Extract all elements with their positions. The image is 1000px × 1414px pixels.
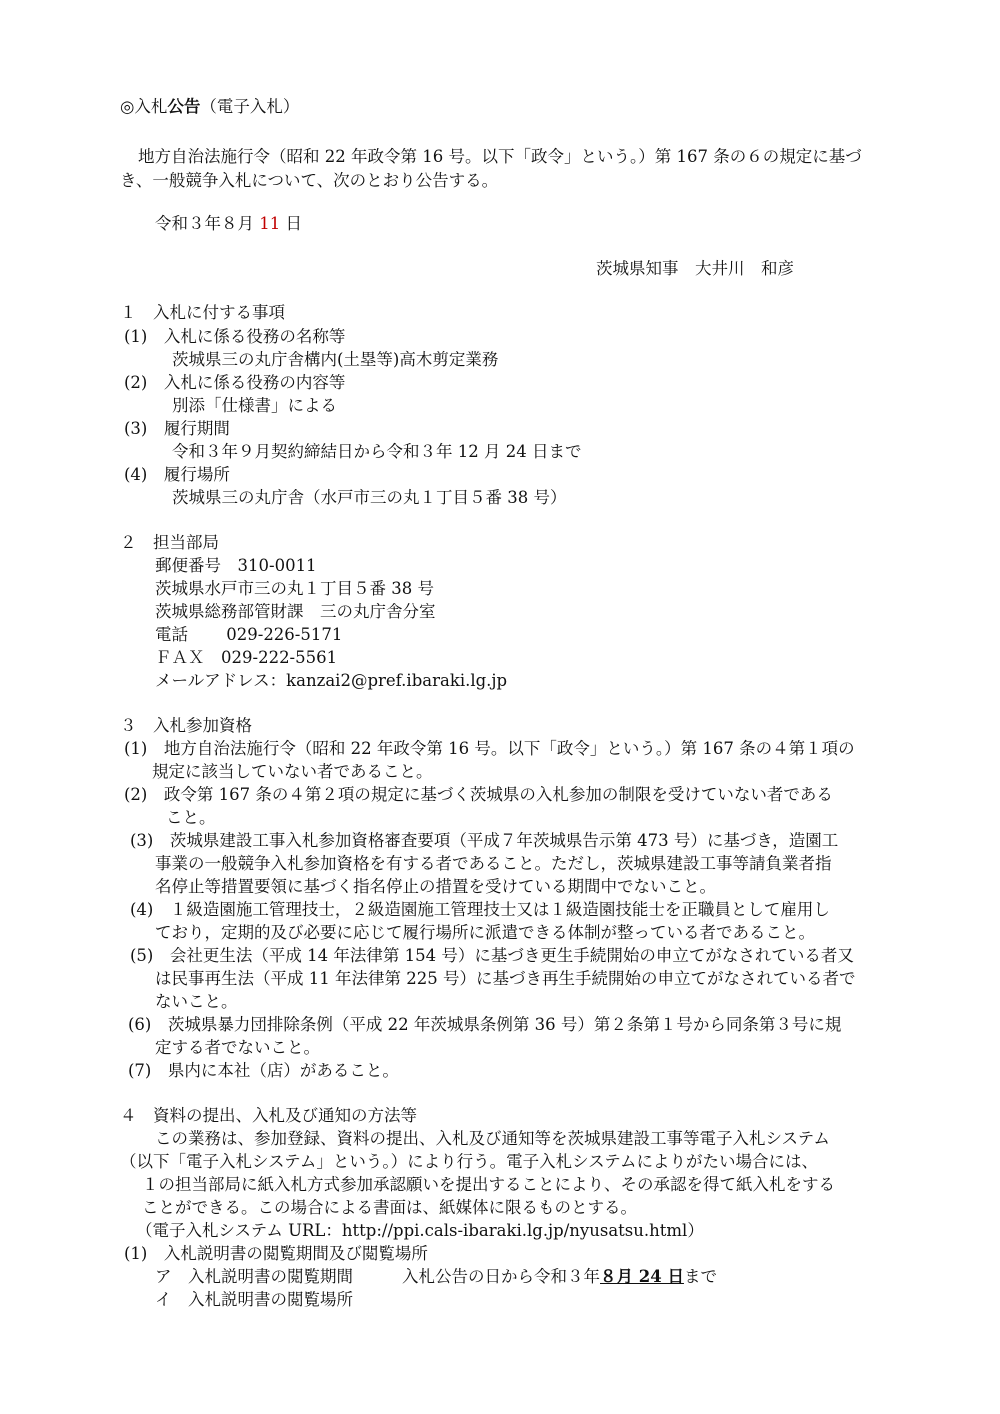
qualification-line: ないこと。: [155, 992, 238, 1011]
qualification-line: ており，定期的及び必要に応じて履行場所に派遣できる体制が整っている者であること。: [155, 923, 815, 942]
contact-line: メールアドレス：kanzai2@pref.ibaraki.lg.jp: [155, 671, 508, 690]
qualification-line: (1) 地方自治法施行令（昭和 22 年政令第 16 号。以下「政令」という。）第 167 条の４第１項の: [124, 739, 855, 758]
qualification-line: 名停止等措置要領に基づく指名停止の措置を受けている期間中でないこと。: [155, 877, 716, 896]
viewing-place-label: イ 入札説明書の閲覧場所: [155, 1290, 353, 1309]
qualification-line: (7) 県内に本社（店）があること。: [128, 1061, 399, 1080]
intro-line: 地方自治法施行令（昭和 22 年政令第 16 号。以下「政令」という。）第 167 条の６の規定に基づ: [138, 147, 862, 166]
date-day: 11: [259, 214, 281, 233]
qualification-line: 事業の一般競争入札参加資格を有する者であること。ただし，茨城県建設工事等請負業者指: [155, 854, 832, 873]
section-heading: ４ 資料の提出、入札及び通知の方法等: [120, 1106, 417, 1125]
item-label: (4) 履行場所: [124, 465, 230, 484]
method-line: この業務は、参加登録、資料の提出、入札及び通知等を茨城県建設工事等電子入札システム: [155, 1129, 830, 1148]
contact-line: 郵便番号 310-0011: [155, 556, 317, 575]
intro-line: き、一般競争入札について、次のとおり公告する。: [120, 171, 499, 190]
contact-line: 電話 029-226-5171: [155, 625, 343, 644]
section-heading: ３ 入札参加資格: [120, 716, 252, 735]
contact-line: 茨城県総務部管財課 三の丸庁舎分室: [155, 602, 436, 621]
notice-date: 令和３年８月 11 日: [155, 214, 302, 233]
notice-title: ◎入札公告（電子入札）: [120, 97, 300, 116]
contact-line: ＦＡＸ 029-222-5561: [155, 648, 338, 667]
qualification-line: (6) 茨城県暴力団排除条例（平成 22 年茨城県条例第 36 号）第２条第１号から同条第３号に規: [128, 1015, 842, 1034]
signer: 茨城県知事 大井川 和彦: [596, 259, 794, 278]
system-url: （電子入札システム URL：http://ppi.cals-ibaraki.lg.jp/nyusatsu.html）: [136, 1221, 704, 1240]
viewing-period-value: 入札公告の日から令和３年８月 24 日まで: [402, 1267, 717, 1286]
item-label: (1) 入札に係る役務の名称等: [124, 327, 346, 346]
qualification-line: (5) 会社更生法（平成 14 年法律第 154 号）に基づき更生手続開始の申立てがなされている者又: [130, 946, 854, 965]
contact-line: 茨城県水戸市三の丸１丁目５番 38 号: [155, 579, 434, 598]
item-label: (3) 履行期間: [124, 419, 230, 438]
qualification-line: 定する者でないこと。: [155, 1038, 320, 1057]
item-value: 別添「仕様書」による: [172, 396, 337, 415]
subsection-heading: (1) 入札説明書の閲覧期間及び閲覧場所: [124, 1244, 428, 1263]
item-value: 令和３年９月契約締結日から令和３年 12 月 24 日まで: [172, 442, 582, 461]
qualification-line: 規定に該当していない者であること。: [152, 762, 433, 781]
qualification-line: (2) 政令第 167 条の４第２項の規定に基づく茨城県の入札参加の制限を受けていない者である: [124, 785, 833, 804]
qualification-line: こと。: [166, 808, 216, 827]
method-line: （以下「電子入札システム」という。）により行う。電子入札システムによりがたい場合には、: [120, 1152, 818, 1171]
qualification-line: (3) 茨城県建設工事入札参加資格審査要項（平成７年茨城県告示第 473 号）に基づき，造園工: [130, 831, 839, 850]
method-line: １の担当部局に紙入札方式参加承認願いを提出することにより、その承認を得て紙入札をする: [142, 1175, 835, 1194]
item-value: 茨城県三の丸庁舎（水戸市三の丸１丁目５番 38 号）: [172, 488, 567, 507]
viewing-period-label: ア 入札説明書の閲覧期間: [155, 1267, 353, 1286]
qualification-line: (4) １級造園施工管理技士，２級造園施工管理技士又は１級造園技能士を正職員として雇用し: [130, 900, 830, 919]
section-heading: ２ 担当部局: [120, 533, 219, 552]
deadline-date: ８月 24 日: [600, 1267, 684, 1286]
method-line: ことができる。この場合による書面は、紙媒体に限るものとする。: [142, 1198, 637, 1217]
item-value: 茨城県三の丸庁舎構内(土塁等)高木剪定業務: [172, 350, 499, 369]
section-heading: １ 入札に付する事項: [120, 303, 285, 322]
item-label: (2) 入札に係る役務の内容等: [124, 373, 346, 392]
qualification-line: は民事再生法（平成 11 年法律第 225 号）に基づき再生手続開始の申立てがなされている者で: [155, 969, 856, 988]
